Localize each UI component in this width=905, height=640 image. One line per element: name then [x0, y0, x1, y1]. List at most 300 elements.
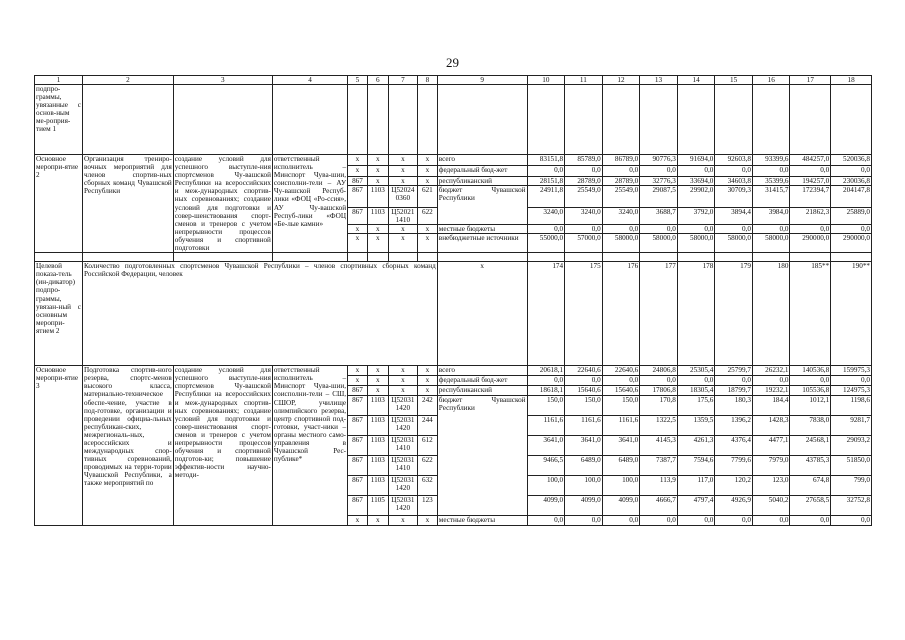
- expense-type-code: 622: [417, 456, 437, 476]
- s3-expected-result: создание условий для успешного выступле-ния спортсменов Чу-вашской Республики на всероссийских и меж-дународных спортив-ных соревнованиях; создание условий для подготовки и совер-шенствования спорт-сменов и тренеров с учетом непрерывности процессов обучения и спортивной подготов-ки; повышение эффектив-ности научно-методи-: [173, 366, 272, 526]
- amount-value: 230036,8: [831, 177, 872, 186]
- section-code: 1103: [367, 436, 388, 456]
- funding-source: местные бюджеты: [437, 225, 527, 234]
- amount-value: 0,0: [640, 225, 678, 234]
- target-article-code: Ц52031 1420: [388, 476, 417, 496]
- column-number: 4: [272, 76, 347, 85]
- amount-value: 25305,4: [677, 366, 715, 376]
- amount-value: 3984,0: [752, 207, 790, 224]
- amount-value: 15640,6: [565, 386, 603, 396]
- target-article-code: Ц52024 0360: [388, 186, 417, 208]
- amount-value: 35399,6: [752, 177, 790, 186]
- target-article-code: Ц52031 1420: [388, 396, 417, 416]
- amount-value: 3792,0: [677, 207, 715, 224]
- expense-type-code: 632: [417, 476, 437, 496]
- section-code: 1103: [367, 456, 388, 476]
- empty-cell: [602, 85, 640, 155]
- grbs-code: 867: [348, 476, 368, 496]
- amount-value: 194257,0: [790, 177, 831, 186]
- amount-value: 30709,3: [715, 186, 753, 208]
- amount-value: 0,0: [677, 225, 715, 234]
- amount-value: 799,0: [831, 476, 872, 496]
- target-article-code: x: [388, 225, 417, 234]
- amount-value: 1161,6: [565, 416, 603, 436]
- target-article-code: Ц52021 1410: [388, 207, 417, 224]
- amount-value: 7838,0: [790, 416, 831, 436]
- column-number: 14: [677, 76, 715, 85]
- empty-cell: [790, 253, 831, 262]
- amount-value: 58000,0: [715, 234, 753, 253]
- empty-cell: [565, 85, 603, 155]
- grbs-code: 867: [348, 186, 368, 208]
- column-number: 15: [715, 76, 753, 85]
- target-indicator-value: 180: [752, 262, 790, 366]
- empty-cell: [388, 85, 417, 155]
- amount-value: 0,0: [640, 166, 678, 177]
- amount-value: 1012,1: [790, 396, 831, 416]
- column-number: 16: [752, 76, 790, 85]
- section-code: 1105: [367, 496, 388, 516]
- s2-event-description: Организация трениро-вочных мероприятий для членов спортив-ных сборных команд Чувашской Республики: [83, 155, 174, 253]
- amount-value: 175,6: [677, 396, 715, 416]
- empty-cell: [272, 253, 347, 262]
- column-number: 8: [417, 76, 437, 85]
- expense-type-code: x: [417, 366, 437, 376]
- target-article-code: x: [388, 177, 417, 186]
- grbs-code: x: [348, 155, 368, 166]
- expense-type-code: 242: [417, 396, 437, 416]
- section-code: x: [367, 234, 388, 253]
- amount-value: 0,0: [831, 376, 872, 386]
- empty-cell: [831, 253, 872, 262]
- column-number: 10: [527, 76, 565, 85]
- funding-source: федеральный бюд-жет: [437, 376, 527, 386]
- amount-value: 159975,3: [831, 366, 872, 376]
- target-article-code: Ц52031 1410: [388, 456, 417, 476]
- amount-value: 7799,6: [715, 456, 753, 476]
- amount-value: 0,0: [640, 376, 678, 386]
- amount-value: 32752,8: [831, 496, 872, 516]
- expense-type-code: 244: [417, 416, 437, 436]
- amount-value: 124975,3: [831, 386, 872, 396]
- amount-value: 4797,4: [677, 496, 715, 516]
- amount-value: 6489,0: [565, 456, 603, 476]
- amount-value: 140536,8: [790, 366, 831, 376]
- amount-value: 22640,6: [565, 366, 603, 376]
- amount-value: 0,0: [715, 166, 753, 177]
- section-code: x: [367, 225, 388, 234]
- grbs-code: x: [348, 166, 368, 177]
- empty-cell: [348, 85, 368, 155]
- amount-value: 3641,0: [602, 436, 640, 456]
- amount-value: 9281,7: [831, 416, 872, 436]
- amount-value: 4099,0: [527, 496, 565, 516]
- amount-value: 3240,0: [602, 207, 640, 224]
- amount-value: 31415,7: [752, 186, 790, 208]
- amount-value: 0,0: [565, 225, 603, 234]
- target-indicator-value: 175: [565, 262, 603, 366]
- amount-value: 1396,2: [715, 416, 753, 436]
- amount-value: 0,0: [602, 376, 640, 386]
- target-indicator-x: x: [437, 262, 527, 366]
- empty-cell: [83, 253, 174, 262]
- amount-value: 674,8: [790, 476, 831, 496]
- amount-value: 4261,3: [677, 436, 715, 456]
- section-code: x: [367, 166, 388, 177]
- amount-value: 4477,1: [752, 436, 790, 456]
- grbs-code: 867: [348, 207, 368, 224]
- amount-value: 32776,3: [640, 177, 678, 186]
- target-article-code: x: [388, 386, 417, 396]
- amount-value: 25799,7: [715, 366, 753, 376]
- empty-cell: [602, 253, 640, 262]
- section-code: 1103: [367, 416, 388, 436]
- amount-value: 0,0: [602, 166, 640, 177]
- spacer-row: [35, 253, 872, 262]
- amount-value: 24568,1: [790, 436, 831, 456]
- amount-value: 172394,7: [790, 186, 831, 208]
- amount-value: 150,0: [565, 396, 603, 416]
- amount-value: 1161,6: [602, 416, 640, 436]
- amount-value: 0,0: [831, 225, 872, 234]
- target-article-code: x: [388, 234, 417, 253]
- amount-value: 1198,6: [831, 396, 872, 416]
- column-number: 7: [388, 76, 417, 85]
- amount-value: 3641,0: [527, 436, 565, 456]
- amount-value: 4926,9: [715, 496, 753, 516]
- amount-value: 6489,0: [602, 456, 640, 476]
- amount-value: 3641,0: [565, 436, 603, 456]
- amount-value: 28789,0: [602, 177, 640, 186]
- empty-cell: [173, 85, 272, 155]
- amount-value: 0,0: [565, 166, 603, 177]
- target-article-code: x: [388, 516, 417, 526]
- empty-cell: [715, 85, 753, 155]
- amount-value: 484257,0: [790, 155, 831, 166]
- amount-value: 0,0: [790, 376, 831, 386]
- amount-value: 15640,6: [602, 386, 640, 396]
- grbs-code: x: [348, 225, 368, 234]
- page-number: 29: [446, 55, 459, 70]
- s3-event-description: Подготовка спортив-ного резерва, спортс-менов высокого класса, материально-техническое обеспе-чение, участие в под-готовке, организации и проведении официа-льных республикан-ских, межрегиональ-ных, всероссийских и международных спор-тивных соревнований, проводимых на терри-тории Чувашской Республики, а также мероприятий по: [83, 366, 174, 526]
- column-number: 12: [602, 76, 640, 85]
- column-number: 3: [173, 76, 272, 85]
- section-code: 1103: [367, 186, 388, 208]
- s2-executors: ответственный исполнитель – Минспорт Чува-шии, соисполни-тели – АУ Чу-вашской Респуб-лики «ФОЦ «Ро-ссия», АУ Чу-вашской Респуб-лики «ФОЦ «Бе-лые камни»: [272, 155, 347, 253]
- target-indicator-value: 178: [677, 262, 715, 366]
- section-code: 1103: [367, 396, 388, 416]
- amount-value: 0,0: [640, 516, 678, 526]
- expense-type-code: x: [417, 177, 437, 186]
- grbs-code: x: [348, 234, 368, 253]
- empty-cell: [35, 253, 83, 262]
- amount-value: 3240,0: [565, 207, 603, 224]
- empty-cell: [677, 85, 715, 155]
- amount-value: 123,0: [752, 476, 790, 496]
- amount-value: 184,4: [752, 396, 790, 416]
- amount-value: 520036,8: [831, 155, 872, 166]
- section-code: x: [367, 177, 388, 186]
- empty-cell: [565, 253, 603, 262]
- empty-cell: [83, 85, 174, 155]
- amount-value: 57000,0: [565, 234, 603, 253]
- amount-value: 22640,6: [602, 366, 640, 376]
- target-article-code: Ц52031 1410: [388, 436, 417, 456]
- section-code: x: [367, 516, 388, 526]
- grbs-code: 867: [348, 177, 368, 186]
- amount-value: 86789,0: [602, 155, 640, 166]
- empty-cell: [527, 85, 565, 155]
- target-indicator-label: Целевой показа-тель (ин-дикатор) подпро-граммы, увязан-ный с основным меропри-ятием 2: [35, 262, 83, 366]
- amount-value: 25549,0: [602, 186, 640, 208]
- amount-value: 100,0: [602, 476, 640, 496]
- expense-type-code: x: [417, 234, 437, 253]
- amount-value: 0,0: [677, 166, 715, 177]
- expense-type-code: x: [417, 516, 437, 526]
- expense-type-code: 612: [417, 436, 437, 456]
- amount-value: 290000,0: [831, 234, 872, 253]
- amount-value: 58000,0: [602, 234, 640, 253]
- empty-cell: [417, 85, 437, 155]
- amount-value: 0,0: [527, 376, 565, 386]
- section-code: x: [367, 366, 388, 376]
- amount-value: 204147,8: [831, 186, 872, 208]
- amount-value: 0,0: [565, 376, 603, 386]
- amount-value: 1322,5: [640, 416, 678, 436]
- amount-value: 58000,0: [640, 234, 678, 253]
- amount-value: 90776,3: [640, 155, 678, 166]
- expense-type-code: x: [417, 376, 437, 386]
- column-number: 6: [367, 76, 388, 85]
- funding-source: местные бюджеты: [437, 516, 527, 526]
- amount-value: 93399,6: [752, 155, 790, 166]
- section-code: x: [367, 376, 388, 386]
- empty-cell: [417, 253, 437, 262]
- amount-value: 18305,4: [677, 386, 715, 396]
- funding-source: бюджет Чувашской Республики: [437, 396, 527, 516]
- amount-value: 25889,0: [831, 207, 872, 224]
- funding-source: республиканский: [437, 386, 527, 396]
- amount-value: 3688,7: [640, 207, 678, 224]
- amount-value: 4666,7: [640, 496, 678, 516]
- target-indicator-value: 174: [527, 262, 565, 366]
- section-code: x: [367, 155, 388, 166]
- amount-value: 105536,8: [790, 386, 831, 396]
- amount-value: 85789,0: [565, 155, 603, 166]
- s2-expected-result: создание условий для успешного выступле-ния спортсменов Чу-вашской Республики на всероссийских и меж-дународных спортив-ных соревнованиях; создание условий для подготовки и совер-шенствования спорт-сменов и тренеров с учетом непрерывности процессов обучения и спортивной подготовки: [174, 155, 271, 253]
- amount-value: 4099,0: [602, 496, 640, 516]
- amount-value: 3240,0: [527, 207, 565, 224]
- amount-value: 0,0: [602, 225, 640, 234]
- empty-cell: [348, 253, 368, 262]
- amount-value: 92603,8: [715, 155, 753, 166]
- empty-cell: [752, 85, 790, 155]
- amount-value: 4099,0: [565, 496, 603, 516]
- target-indicator-value: 179: [715, 262, 753, 366]
- amount-value: 17806,8: [640, 386, 678, 396]
- amount-value: 28151,8: [527, 177, 565, 186]
- amount-value: 0,0: [752, 376, 790, 386]
- amount-value: 58000,0: [677, 234, 715, 253]
- continuation-row: [35, 85, 872, 155]
- empty-cell: [173, 253, 272, 262]
- target-indicator-value: 185**: [790, 262, 831, 366]
- column-number: 11: [565, 76, 603, 85]
- column-number: 13: [640, 76, 678, 85]
- empty-cell: [640, 85, 678, 155]
- amount-value: 0,0: [752, 166, 790, 177]
- column-number: 9: [437, 76, 527, 85]
- amount-value: 0,0: [677, 516, 715, 526]
- table-row: [35, 366, 872, 376]
- amount-value: 1428,3: [752, 416, 790, 436]
- amount-value: 26232,1: [752, 366, 790, 376]
- amount-value: 20618,1: [527, 366, 565, 376]
- funding-source: всего: [437, 366, 527, 376]
- amount-value: 0,0: [715, 225, 753, 234]
- amount-value: 9466,5: [527, 456, 565, 476]
- grbs-code: x: [348, 516, 368, 526]
- amount-value: 0,0: [752, 225, 790, 234]
- empty-cell: [388, 253, 417, 262]
- amount-value: 3894,4: [715, 207, 753, 224]
- amount-value: 0,0: [790, 516, 831, 526]
- table-row: [35, 155, 872, 166]
- amount-value: 27658,5: [790, 496, 831, 516]
- grbs-code: 867: [348, 386, 368, 396]
- target-indicator-value: 177: [640, 262, 678, 366]
- empty-cell: [677, 253, 715, 262]
- funding-source: внебюджетные источники: [437, 234, 527, 253]
- funding-source: всего: [437, 155, 527, 166]
- column-number: 2: [83, 76, 174, 85]
- s2-event-name: Основное меропри-ятие 2: [35, 155, 83, 253]
- grbs-code: x: [348, 366, 368, 376]
- expense-type-code: 622: [417, 207, 437, 224]
- target-indicator-value: 176: [602, 262, 640, 366]
- funding-source: бюджет Чувашской Республики: [437, 186, 527, 225]
- expense-type-code: x: [417, 166, 437, 177]
- empty-cell: [752, 253, 790, 262]
- section-code: x: [367, 386, 388, 396]
- amount-value: 51850,0: [831, 456, 872, 476]
- subprogram-label: подпро-граммы, увязанные с основ-ным ме-роприя-тием 1: [35, 85, 83, 155]
- s3-event-name: Основное меропри-ятие 3: [35, 366, 83, 526]
- empty-cell: [831, 85, 872, 155]
- amount-value: 0,0: [831, 516, 872, 526]
- empty-cell: [437, 253, 527, 262]
- amount-value: 0,0: [677, 376, 715, 386]
- column-number: 18: [831, 76, 872, 85]
- amount-value: 113,9: [640, 476, 678, 496]
- column-number: 5: [348, 76, 368, 85]
- amount-value: 0,0: [527, 516, 565, 526]
- amount-value: 24911,8: [527, 186, 565, 208]
- amount-value: 0,0: [527, 225, 565, 234]
- amount-value: 5040,2: [752, 496, 790, 516]
- expense-type-code: x: [417, 155, 437, 166]
- amount-value: 4376,4: [715, 436, 753, 456]
- empty-cell: [367, 253, 388, 262]
- section-code: 1103: [367, 476, 388, 496]
- target-indicator-row: [35, 262, 872, 366]
- empty-cell: [367, 85, 388, 155]
- amount-value: 0,0: [831, 166, 872, 177]
- column-number: 17: [790, 76, 831, 85]
- target-indicator-description: Количество подготовленных спортсменов Чувашской Республики – членов спортивных сборных команд Российской Федерации, человек: [83, 262, 438, 366]
- amount-value: 170,8: [640, 396, 678, 416]
- amount-value: 29093,2: [831, 436, 872, 456]
- grbs-code: 867: [348, 456, 368, 476]
- amount-value: 18799,7: [715, 386, 753, 396]
- amount-value: 7979,0: [752, 456, 790, 476]
- amount-value: 1161,6: [527, 416, 565, 436]
- target-article-code: Ц52031 1420: [388, 416, 417, 436]
- amount-value: 150,0: [602, 396, 640, 416]
- empty-cell: [715, 253, 753, 262]
- target-article-code: Ц52031 1420: [388, 496, 417, 516]
- target-article-code: x: [388, 166, 417, 177]
- amount-value: 34603,8: [715, 177, 753, 186]
- amount-value: 0,0: [565, 516, 603, 526]
- amount-value: 0,0: [715, 516, 753, 526]
- s3-executors: ответственный исполнитель – Минспорт Чува-шии, соисполни-тели – СШ, СШОР, училище олимпийского резерва, центр спортивной под-готовки, участ-ники – органы местного само-управления в Чувашской Рес-публике*: [272, 366, 347, 526]
- expense-type-code: x: [417, 386, 437, 396]
- section-code: 1103: [367, 207, 388, 224]
- amount-value: 83151,8: [527, 155, 565, 166]
- funding-source: республиканский: [437, 177, 527, 186]
- amount-value: 0,0: [752, 516, 790, 526]
- amount-value: 55000,0: [527, 234, 565, 253]
- amount-value: 21862,3: [790, 207, 831, 224]
- empty-cell: [640, 253, 678, 262]
- grbs-code: x: [348, 376, 368, 386]
- amount-value: 29087,5: [640, 186, 678, 208]
- column-number: 1: [35, 76, 83, 85]
- amount-value: 180,3: [715, 396, 753, 416]
- amount-value: 58000,0: [752, 234, 790, 253]
- empty-cell: [437, 85, 527, 155]
- funding-source: федеральный бюд-жет: [437, 166, 527, 177]
- amount-value: 117,0: [677, 476, 715, 496]
- amount-value: 25549,0: [565, 186, 603, 208]
- grbs-code: 867: [348, 436, 368, 456]
- amount-value: 150,0: [527, 396, 565, 416]
- amount-value: 120,2: [715, 476, 753, 496]
- target-article-code: x: [388, 366, 417, 376]
- amount-value: 4145,3: [640, 436, 678, 456]
- amount-value: 18618,1: [527, 386, 565, 396]
- amount-value: 0,0: [790, 225, 831, 234]
- amount-value: 0,0: [790, 166, 831, 177]
- amount-value: 7387,7: [640, 456, 678, 476]
- grbs-code: 867: [348, 416, 368, 436]
- empty-cell: [527, 253, 565, 262]
- amount-value: 19232,1: [752, 386, 790, 396]
- expense-type-code: x: [417, 225, 437, 234]
- target-indicator-value: 190**: [831, 262, 872, 366]
- amount-value: 33694,0: [677, 177, 715, 186]
- column-number-row: [35, 76, 872, 85]
- amount-value: 100,0: [527, 476, 565, 496]
- amount-value: 0,0: [715, 376, 753, 386]
- amount-value: 91694,0: [677, 155, 715, 166]
- amount-value: 7594,6: [677, 456, 715, 476]
- amount-value: 1359,5: [677, 416, 715, 436]
- amount-value: 28789,0: [565, 177, 603, 186]
- amount-value: 29902,0: [677, 186, 715, 208]
- expense-type-code: 123: [417, 496, 437, 516]
